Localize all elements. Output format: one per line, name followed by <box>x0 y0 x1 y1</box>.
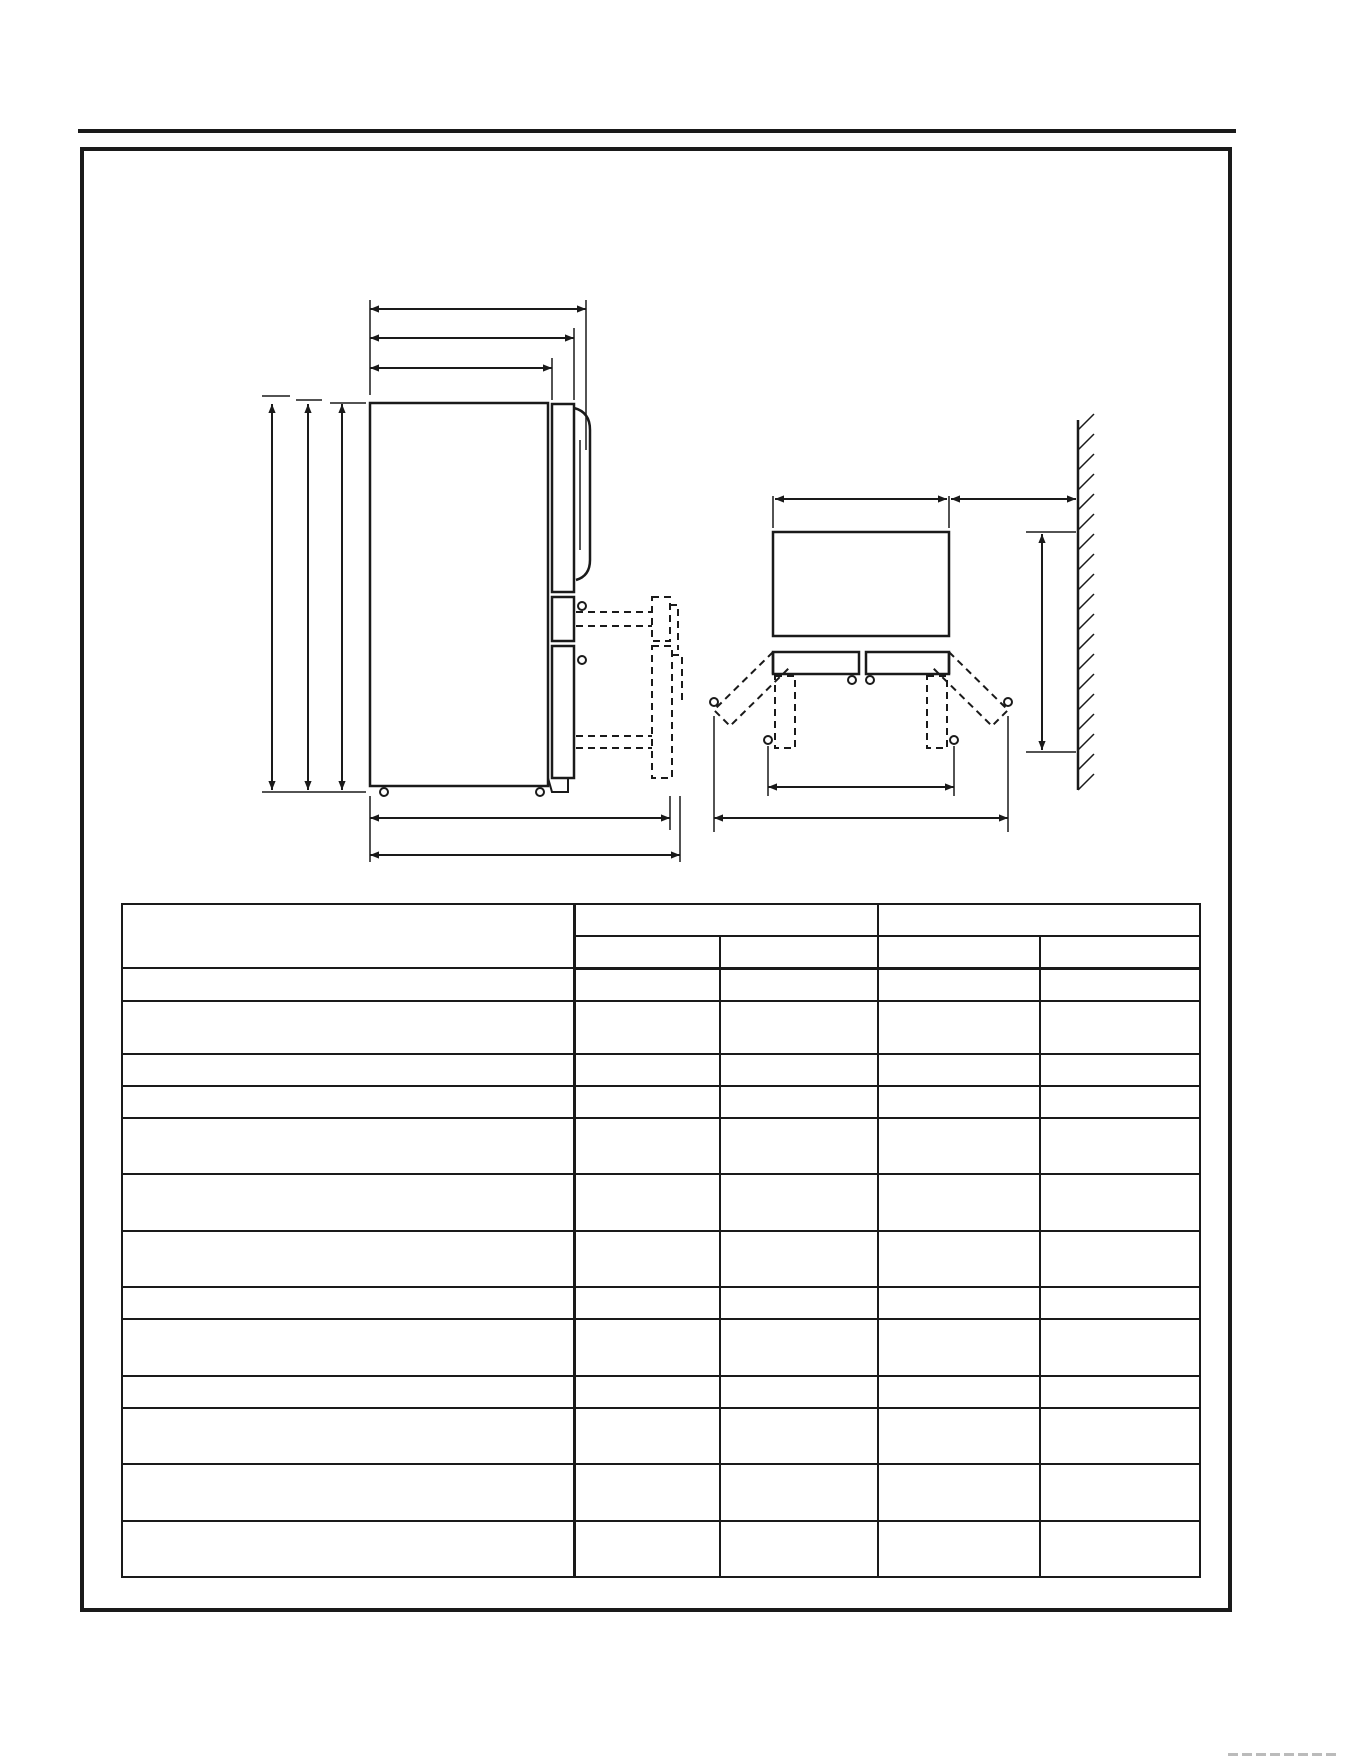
table-cell <box>878 1054 1040 1086</box>
table-row <box>122 1054 1200 1086</box>
table-row <box>122 1231 1200 1287</box>
table-cell <box>1040 1231 1200 1287</box>
table-cell <box>878 1319 1040 1375</box>
table-row <box>122 968 1200 1001</box>
front-wheel <box>380 788 388 796</box>
table-cell <box>122 1054 574 1086</box>
table-cell <box>720 1118 878 1174</box>
table-cell <box>878 1118 1040 1174</box>
table-cell <box>1040 1521 1200 1577</box>
table-cell <box>574 1464 720 1520</box>
table-cell <box>122 1376 574 1408</box>
table-cell <box>574 1118 720 1174</box>
table-row <box>122 1118 1200 1174</box>
table-row <box>122 1174 1200 1230</box>
table-cell <box>574 1376 720 1408</box>
table-cell <box>720 968 878 1001</box>
table-cell <box>574 1287 720 1319</box>
table-row <box>122 1319 1200 1375</box>
table-group-header <box>574 904 878 936</box>
table-row <box>122 1464 1200 1520</box>
table-cell <box>878 968 1040 1001</box>
upper-door <box>552 404 574 592</box>
table-cell <box>878 1408 1040 1464</box>
table-cell <box>122 1408 574 1464</box>
table-cell <box>720 1054 878 1086</box>
page-footer-marks <box>1228 1753 1338 1756</box>
table-header-description <box>122 904 574 968</box>
table-row <box>122 1086 1200 1118</box>
table-header-cell <box>720 936 878 968</box>
table-cell <box>122 1118 574 1174</box>
table-cell <box>878 1231 1040 1287</box>
table-cell <box>1040 968 1200 1001</box>
table-header-cell <box>878 936 1040 968</box>
table-cell <box>878 1001 1040 1053</box>
table-cell <box>122 1287 574 1319</box>
table-row <box>122 1376 1200 1408</box>
table-cell <box>122 968 574 1001</box>
table-cell <box>1040 1054 1200 1086</box>
table-cell <box>574 1319 720 1375</box>
table-row <box>122 1287 1200 1319</box>
table-cell <box>574 1001 720 1053</box>
table-cell <box>122 1174 574 1230</box>
table-cell <box>720 1287 878 1319</box>
table-cell <box>574 1054 720 1086</box>
table-cell <box>878 1174 1040 1230</box>
table-cell <box>574 1086 720 1118</box>
table-cell <box>878 1086 1040 1118</box>
cabinet-top <box>773 532 949 636</box>
table-cell <box>878 1376 1040 1408</box>
table-cell <box>1040 1319 1200 1375</box>
table-cell <box>574 1408 720 1464</box>
cabinet-side <box>370 403 548 786</box>
table-cell <box>1040 1464 1200 1520</box>
table-cell <box>720 1408 878 1464</box>
table-cell <box>574 1174 720 1230</box>
table-cell <box>574 1231 720 1287</box>
table-cell <box>720 1086 878 1118</box>
table-cell <box>878 1287 1040 1319</box>
table-cell <box>1040 1118 1200 1174</box>
table-cell <box>122 1464 574 1520</box>
middle-drawer <box>552 597 574 641</box>
table-cell <box>574 968 720 1001</box>
lower-drawer <box>552 646 574 778</box>
table-cell <box>122 1319 574 1375</box>
table-cell <box>1040 1408 1200 1464</box>
table-cell <box>574 1521 720 1577</box>
table-cell <box>1040 1001 1200 1053</box>
table-cell <box>720 1464 878 1520</box>
table-cell <box>1040 1086 1200 1118</box>
table-header-cell <box>574 936 720 968</box>
door-handle <box>574 408 590 580</box>
table-cell <box>720 1174 878 1230</box>
table-cell <box>1040 1287 1200 1319</box>
side-view <box>262 300 682 862</box>
table-cell <box>878 1521 1040 1577</box>
table-cell <box>720 1376 878 1408</box>
dimension-spec-table <box>121 903 1201 1578</box>
table-cell <box>878 1464 1040 1520</box>
table-row <box>122 1521 1200 1577</box>
table-group-header <box>878 904 1200 936</box>
table-cell <box>122 1231 574 1287</box>
table-header-cell <box>1040 936 1200 968</box>
table-cell <box>720 1001 878 1053</box>
table-cell <box>720 1231 878 1287</box>
table-cell <box>720 1521 878 1577</box>
table-row <box>122 1001 1200 1053</box>
table-cell <box>720 1319 878 1375</box>
table-cell <box>122 1086 574 1118</box>
rear-wheel <box>536 788 544 796</box>
table-cell <box>1040 1174 1200 1230</box>
top-view <box>710 414 1094 832</box>
table-cell <box>122 1521 574 1577</box>
table-row <box>122 1408 1200 1464</box>
table-cell <box>1040 1376 1200 1408</box>
table-cell <box>122 1001 574 1053</box>
